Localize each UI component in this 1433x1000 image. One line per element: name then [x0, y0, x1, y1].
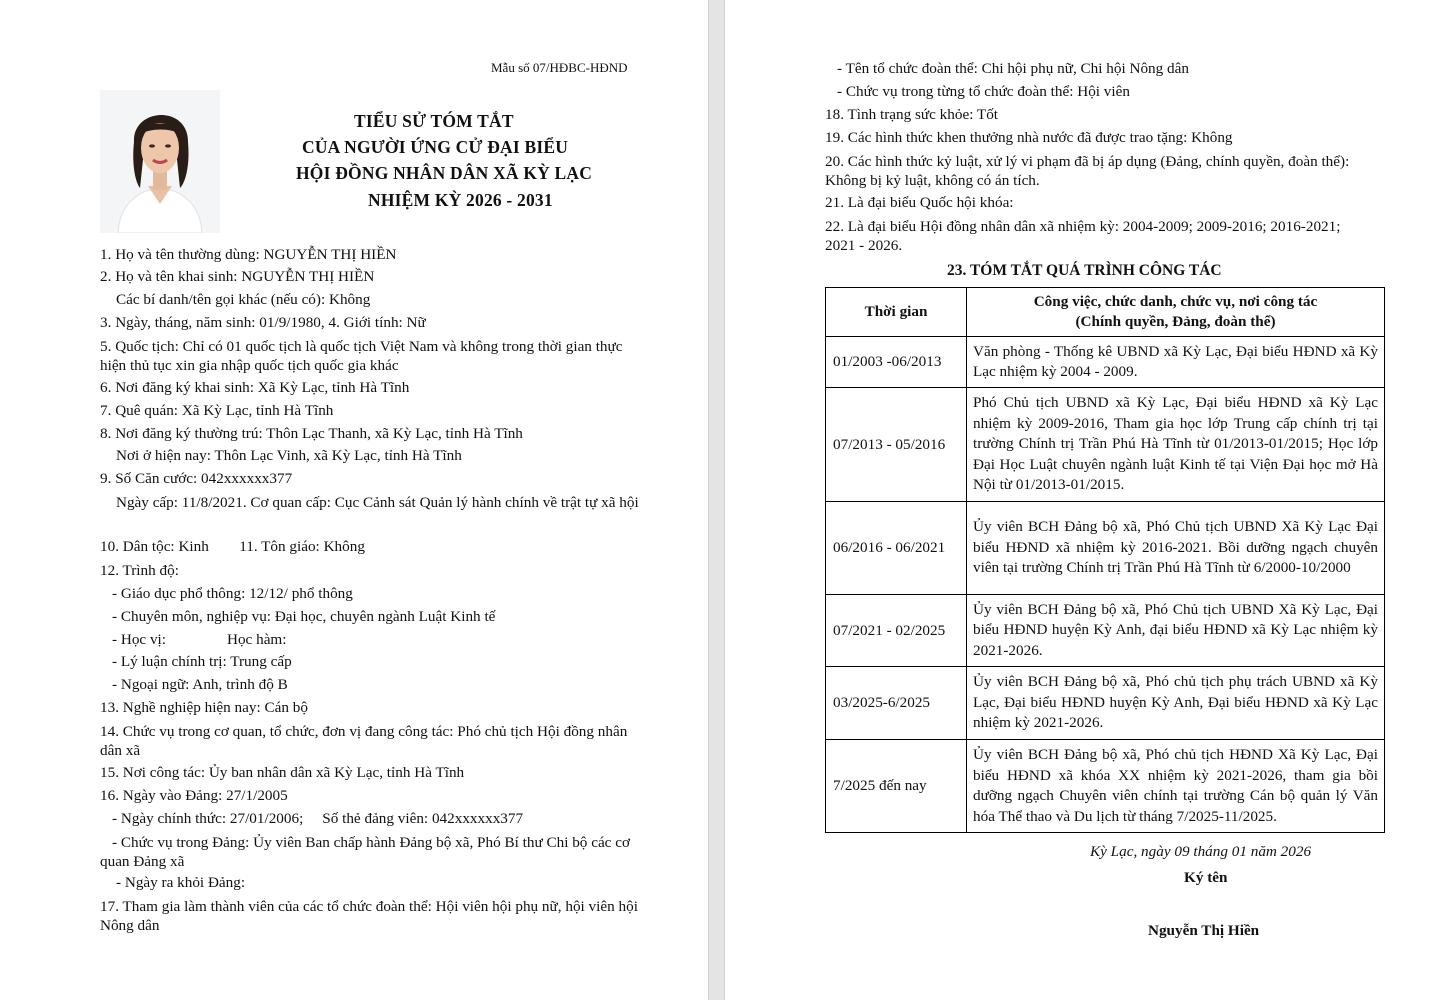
row-time: 01/2003 -06/2013 [826, 337, 967, 388]
row-work: Ủy viên BCH Đảng bộ xã, Phó chủ tịch HĐND Xã Kỳ Lạc, Đại biểu HĐND xã khóa XX nhiệm kỳ 2021-2026, tham gia bồi dưỡng ngạch Chuyên viên chính tại trường Cán bộ quản lý Văn hóa Thể thao và Du lịch từ tháng 7/2025-11/2025. [967, 740, 1385, 833]
bio-line-national-assembly: 21. Là đại biểu Quốc hội khóa: [825, 194, 1014, 211]
bio-line-political-theory: - Lý luận chính trị: Trung cấp [112, 653, 292, 670]
bio-line-birth-registration: 6. Nơi đăng ký khai sinh: Xã Kỳ Lạc, tỉnh Hà Tĩnh [100, 379, 410, 396]
bio-line-degree: - Học vị: [112, 631, 166, 648]
table-row [826, 502, 1385, 595]
row-time: 07/2013 - 05/2016 [826, 388, 967, 502]
doc-title-line-1: TIỂU SỬ TÓM TẮT [354, 111, 514, 131]
row-time: 06/2016 - 06/2021 [826, 502, 967, 595]
bio-line-aliases: Các bí danh/tên gọi khác (nếu có): Không [116, 291, 371, 308]
table-row [826, 595, 1385, 667]
bio-line-awards: 19. Các hình thức khen thưởng nhà nước đã được trao tặng: Không [825, 129, 1233, 146]
bio-line-current-residence: Nơi ở hiện nay: Thôn Lạc Vinh, xã Kỳ Lạc, tỉnh Hà Tĩnh [116, 447, 462, 464]
bio-line-education-heading: 12. Trình độ: [100, 562, 179, 579]
candidate-photo [100, 90, 220, 233]
table-row [826, 388, 1385, 502]
bio-line-academic-title: Học hàm: [227, 631, 287, 648]
bio-line-foreign-language: - Ngoại ngữ: Anh, trình độ B [112, 676, 288, 693]
bio-line-nationality: 5. Quốc tịch: Chỉ có 01 quốc tịch là quốc tịch Việt Nam và không trong thời gian thực hiện thủ tục xin gia nhập quốc tịch quốc gia khác [100, 338, 623, 374]
table-header-row [826, 288, 1385, 337]
row-work: Ủy viên BCH Đảng bộ xã, Phó Chủ tịch UBND Xã Kỳ Lạc Đại biểu HĐND xã nhiệm kỳ 2016-2021. Bồi dưỡng ngạch chuyên viên tại trường Chính trị Trần Phú Hà Tĩnh từ 6/2000-10/2000 [967, 502, 1385, 595]
signature-label: Ký tên [1184, 869, 1228, 886]
document-page-right [725, 0, 1433, 1000]
bio-line-health: 18. Tình trạng sức khỏe: Tốt [825, 106, 999, 123]
row-time: 07/2021 - 02/2025 [826, 595, 967, 667]
table-row [826, 337, 1385, 388]
table-row [826, 740, 1385, 833]
bio-line-discipline: 20. Các hình thức kỷ luật, xử lý vi phạm đã bị áp dụng (Đảng, chính quyền, đoàn thể): Không bị kỷ luật, không có án tích. [825, 153, 1350, 189]
bio-line-dob-gender: 3. Ngày, tháng, năm sinh: 01/9/1980, 4. Giới tính: Nữ [100, 314, 426, 331]
bio-line-occupation: 13. Nghề nghiệp hiện nay: Cán bộ [100, 699, 308, 716]
bio-line-id-number: 9. Số Căn cước: 042xxxxxx377 [100, 470, 293, 487]
row-time: 7/2025 đến nay [826, 740, 967, 833]
bio-line-general-education: - Giáo dục phổ thông: 12/12/ phổ thông [112, 585, 353, 602]
doc-title-line-4: NHIỆM KỲ 2026 - 2031 [368, 190, 553, 210]
bio-line-organizations: 17. Tham gia làm thành viên của các tổ chức đoàn thể: Hội viên hội phụ nữ, hội viên hội Nông dân [100, 898, 638, 934]
header-work-line-1: Công việc, chức danh, chức vụ, nơi công tác [1033, 293, 1318, 310]
bio-line-specialization: - Chuyên môn, nghiệp vụ: Đại học, chuyên ngành Luật Kinh tế [112, 608, 496, 625]
header-work-line-2: (Chính quyền, Đảng, đoàn thể) [1075, 313, 1276, 330]
bio-line-party-join-date: 16. Ngày vào Đảng: 27/1/2005 [100, 787, 288, 804]
header-time: Thời gian [826, 288, 967, 337]
bio-line-organization-roles: - Chức vụ trong từng tổ chức đoàn thể: Hội viên [837, 83, 1130, 100]
bio-line-party-exit-date: - Ngày ra khỏi Đảng: [116, 874, 246, 891]
bio-line-permanent-residence: 8. Nơi đăng ký thường trú: Thôn Lạc Thanh, xã Kỳ Lạc, tỉnh Hà Tĩnh [100, 425, 523, 442]
bio-line-council-terms: 22. Là đại biểu Hội đồng nhân dân xã nhiệm kỳ: 2004-2009; 2009-2016; 2016-2021; 2021 - 2026. [825, 218, 1341, 254]
bio-line-party-position: - Chức vụ trong Đảng: Ủy viên Ban chấp hành Đảng bộ xã, Phó Bí thư Chi bộ các cơ quan Đảng xã [100, 834, 630, 870]
bio-line-id-issue: Ngày cấp: 11/8/2021. Cơ quan cấp: Cục Cảnh sát Quản lý hành chính về trật tự xã hội [116, 494, 639, 511]
page-gutter [708, 0, 725, 1000]
bio-line-birth-name: 2. Họ và tên khai sinh: NGUYỄN THỊ HIỀN [100, 268, 375, 285]
doc-title-line-2: CỦA NGƯỜI ỨNG CỬ ĐẠI BIỂU [302, 137, 569, 157]
signature-place-date: Kỳ Lạc, ngày 09 tháng 01 năm 2026 [1090, 843, 1312, 860]
bio-line-organization-names: - Tên tổ chức đoàn thể: Chi hội phụ nữ, Chi hội Nông dân [837, 60, 1189, 77]
bio-line-common-name: 1. Họ và tên thường dùng: NGUYỄN THỊ HIỀN [100, 246, 397, 263]
row-time: 03/2025-6/2025 [826, 667, 967, 740]
doc-title-line-3: HỘI ĐỒNG NHÂN DÂN XÃ KỲ LẠC [296, 163, 593, 183]
document-page-left [0, 0, 708, 1000]
bio-line-hometown: 7. Quê quán: Xã Kỳ Lạc, tỉnh Hà Tĩnh [100, 402, 334, 419]
row-work: Phó Chủ tịch UBND xã Kỳ Lạc, Đại biểu HĐND xã Kỳ Lạc nhiệm kỳ 2009-2016, Tham gia học lớp Trung cấp chính trị tại trường Chính trị Trần Phú Hà Tĩnh từ 01/2013-01/2015; Học lớp Đại Học Luật chuyên ngành luật Kinh tế tại Viện Đại học mở Hà Nội từ 01/2013-01/2015. [967, 388, 1385, 502]
row-work: Ủy viên BCH Đảng bộ xã, Phó Chủ tịch UBND Xã Kỳ Lạc, Đại biểu HĐND huyện Kỳ Anh, đại biểu HĐND xã Kỳ Lạc nhiệm kỳ 2021-2026. [967, 595, 1385, 667]
form-number: Mẫu số 07/HĐBC-HĐND [491, 60, 628, 75]
header-work [967, 288, 1385, 337]
table-row [826, 667, 1385, 740]
signature-name: Nguyễn Thị Hiền [1148, 922, 1260, 939]
row-work: Ủy viên BCH Đảng bộ xã, Phó chủ tịch phụ trách UBND xã Kỳ Lạc, Đại biểu HĐND huyện Kỳ Anh, Đại biểu HĐND xã Kỳ Lạc nhiệm kỳ 2021-2026. [967, 667, 1385, 740]
section-23-title: 23. TÓM TẮT QUÁ TRÌNH CÔNG TÁC [947, 262, 1222, 279]
bio-line-workplace: 15. Nơi công tác: Ủy ban nhân dân xã Kỳ Lạc, tỉnh Hà Tĩnh [100, 764, 465, 781]
bio-line-position: 14. Chức vụ trong cơ quan, tổ chức, đơn vị đang công tác: Phó chủ tịch Hội đồng nhân dân xã [100, 723, 628, 759]
bio-line-party-official-date: - Ngày chính thức: 27/01/2006; Số thẻ đảng viên: 042xxxxxx377 [112, 810, 524, 827]
work-history-table [825, 287, 1385, 833]
row-work: Văn phòng - Thống kê UBND xã Kỳ Lạc, Đại biểu HĐND xã Kỳ Lạc nhiệm kỳ 2004 - 2009. [967, 337, 1385, 388]
bio-line-ethnicity-religion: 10. Dân tộc: Kinh 11. Tôn giáo: Không [100, 538, 365, 555]
